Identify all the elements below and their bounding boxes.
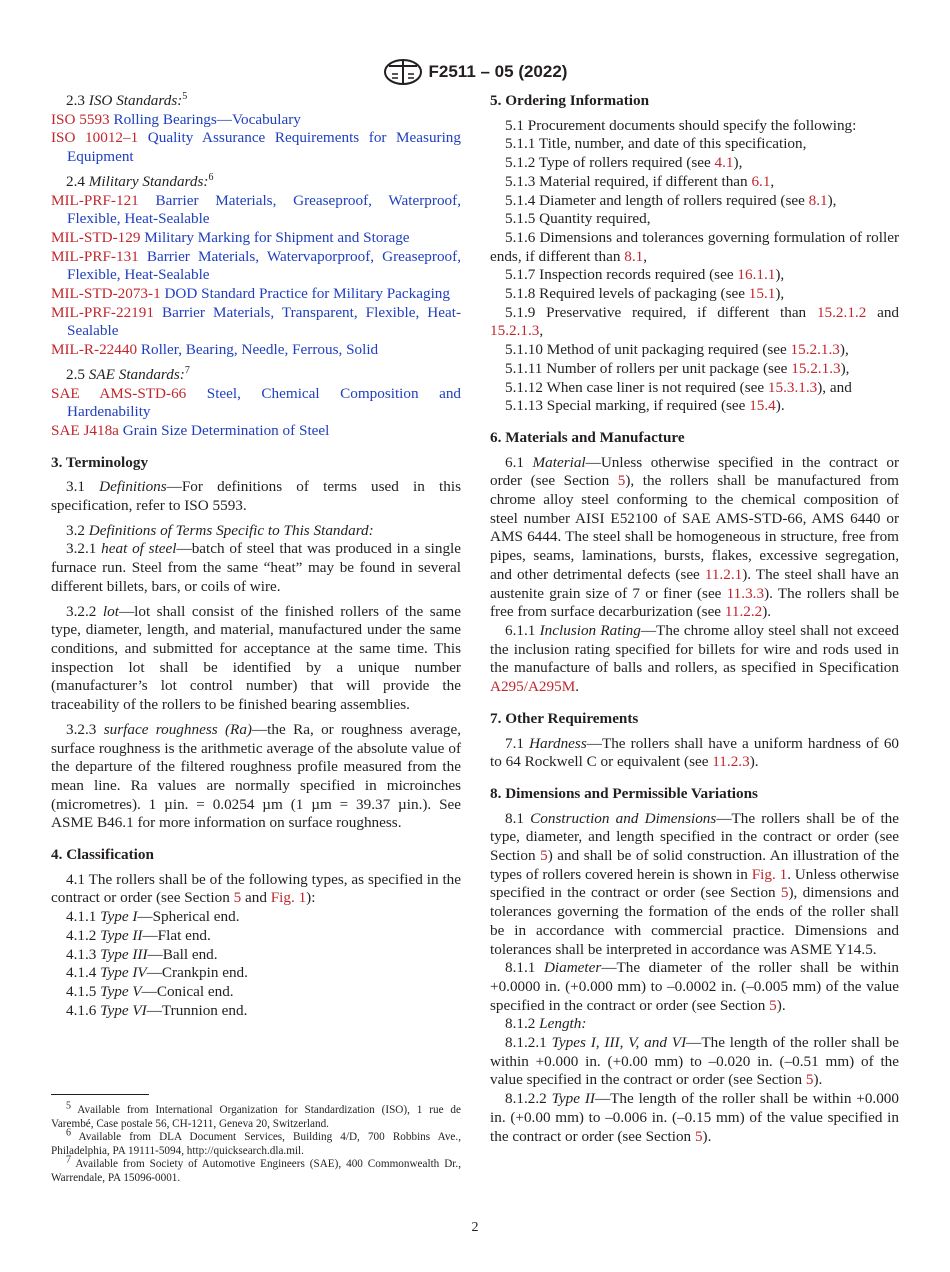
- list-item: 5.1.9 Preservative required, if different than 15.2.1.2 and 15.2.1.3,: [490, 303, 900, 340]
- xref-link[interactable]: 11.3.3: [726, 584, 765, 602]
- list-item: 5.1.4 Diameter and length of rollers required (see 8.1),: [505, 191, 837, 209]
- xref-link[interactable]: 15.2.1.3: [790, 341, 840, 359]
- xref-link[interactable]: 5: [540, 847, 548, 865]
- ref-mil-std-129[interactable]: MIL-STD-129 Military Marking for Shipment and Storage: [51, 228, 410, 246]
- list-item: 4.1.4 Type IV—Crankpin end.: [66, 964, 248, 982]
- xref-link[interactable]: 11.2.2: [724, 603, 763, 621]
- para-8-1: 8.1 Construction and Dimensions—The rollers shall be of the type, diameter, and length specified in the contract or order (see Section 5) and shall be of solid construction. An illustration of the types of rollers covered herein is shown in Fig. 1. Unless otherwise specified in the contract or order (see Section 5), dimensions and tolerances governing the formation of the ends of the roller shall be in accordance with commercial practice. Dimensions and tolerances shall be interpreted in accordance was ASME Y14.5.: [490, 809, 900, 958]
- xref-link[interactable]: 5: [617, 472, 626, 490]
- para-8-1-2: 8.1.2 Length:: [505, 1015, 587, 1033]
- xref-link[interactable]: 6.1: [751, 172, 771, 190]
- list-item: 5.1.5 Quantity required,: [505, 210, 651, 228]
- list-item: 5.1.11 Number of rollers per unit package (see 15.2.1.3),: [505, 359, 850, 377]
- section-8-title: 8. Dimensions and Permissible Variations: [490, 784, 758, 802]
- list-item: 5.1.10 Method of unit packaging required (see 15.2.1.3),: [505, 341, 849, 359]
- list-item: 4.1.3 Type III—Ball end.: [66, 945, 218, 963]
- xref-link[interactable]: 15.2.1.2: [816, 303, 867, 321]
- ref-mil-prf-22191[interactable]: MIL-PRF-22191 Barrier Materials, Transparent, Flexible, Heat-Sealable: [51, 303, 461, 340]
- sae-standards-heading: 2.5 SAE Standards:$^7$: [66, 364, 190, 383]
- list-item: 5.1.3 Material required, if different than 6.1,: [505, 172, 775, 190]
- para-6-1-1: 6.1.1 Inclusion Rating—The chrome alloy steel shall not exceed the inclusion rating specified for billets for wire and rods used in the manufacture of balls and rollers, as specified in Specification A295/A295M.: [490, 621, 899, 696]
- xref-link[interactable]: 8.1: [808, 191, 828, 209]
- ref-mil-prf-131[interactable]: MIL-PRF-131 Barrier Materials, Watervaporproof, Greaseproof, Flexible, Heat-Sealable: [51, 247, 461, 284]
- xref-link[interactable]: 11.2.3: [712, 753, 750, 771]
- page-header: [0, 58, 950, 86]
- military-standards-heading: 2.4 Military Standards:$^6$: [66, 171, 214, 190]
- footnote-divider: [51, 1094, 149, 1095]
- footnotes: [51, 1100, 461, 1185]
- section-3-title: 3. Terminology: [51, 453, 149, 471]
- para-3-2-2: 3.2.2 lot—lot shall consist of the finished rollers of the same type, diameter, length, and material, manufactured under the same conditions, and submitted for acceptance at the same time. This inspection lot shall be identified by a unique number (manufacturer’s lot control number) that will provide the traceability of the rollers to be finished bearing assemblies.: [51, 602, 461, 714]
- xref-link[interactable]: 5: [780, 884, 789, 902]
- xref-link[interactable]: Fig. 1: [751, 865, 788, 883]
- para-3-2-3: 3.2.3 surface roughness (Ra)—the Ra, or roughness average, surface roughness is the arithmetic average of the absolute value of the departure of the filtered roughness profile measured from the mean line. Ra values are normally specified in microinches (micrometres). 1 µin. = 0.0254 µm (1 µm = 39.37 µin.). See ASME B46.1 for more information on surface roughness.: [51, 720, 462, 832]
- para-8-1-1: 8.1.1 Diameter—The diameter of the roller shall be within +0.0000 in. (+0.000 mm) to –0.0002 in. (–0.005 mm) of the value specified in the contract or order (see Section 5).: [490, 959, 900, 1014]
- list-item: 4.1.6 Type VI—Trunnion end.: [66, 1001, 248, 1019]
- para-6-1: 6.1 Material—Unless otherwise specified in the contract or order (see Section 5), the rollers shall be manufactured from chrome alloy steel conforming to the chemical composition of steel number AISI E52100 of SAE AMS-STD-66, AMS 6440 or AMS 6444. The steel shall be homogeneous in structure, free from pipes, seams, laminations, bursts, flakes, excessive segregation, and other detrimental defects (see 11.2.1). The steel shall have an austenite grain size of 7 or finer (see 11.3.3). The rollers shall be free from surface decarburization (see 11.2.2).: [490, 453, 900, 621]
- xref-link[interactable]: 5: [694, 1127, 703, 1145]
- fig-1-link[interactable]: Fig. 1: [270, 889, 307, 907]
- xref-link[interactable]: 16.1.1: [737, 266, 776, 284]
- footnote-5: $^5$ Available from International Organization for Standardization (ISO), 1 rue de Varembé, Case postale 56, CH-1211, Geneva 20, Switzerland.: [51, 1100, 461, 1130]
- iso-standards-heading: 2.3 ISO Standards:$^5$: [66, 90, 188, 109]
- section-5-link[interactable]: 5: [233, 889, 242, 907]
- list-item: 5.1.7 Inspection records required (see 16.1.1),: [505, 266, 785, 284]
- list-item: 5.1.13 Special marking, if required (see 15.4).: [505, 397, 785, 415]
- ref-mil-r-22440[interactable]: MIL-R-22440 Roller, Bearing, Needle, Ferrous, Solid: [51, 341, 379, 359]
- xref-link[interactable]: 15.1: [748, 285, 776, 303]
- ref-mil-std-2073-1[interactable]: MIL-STD-2073-1 DOD Standard Practice for Military Packaging: [51, 285, 450, 303]
- footnote-7: $^7$ Available from Society of Automotive Engineers (SAE), 400 Commonwealth Dr., Warrendale, PA 15096-0001.: [51, 1154, 461, 1184]
- para-3-2-1: 3.2.1 heat of steel—batch of steel that was produced in a single furnace run. Steel from the same “heat” may be found in several different billets, bars, or coils of wire.: [51, 540, 462, 595]
- xref-link[interactable]: 5: [769, 996, 777, 1014]
- section-7-title: 7. Other Requirements: [490, 709, 639, 727]
- list-item: 5.1.1 Title, number, and date of this specification,: [505, 135, 807, 153]
- para-3-1: 3.1 Definitions—For definitions of terms used in this specification, refer to ISO 5593.: [51, 478, 461, 515]
- para-3-2: 3.2 Definitions of Terms Specific to This Standard:: [66, 521, 374, 539]
- para-5-1: 5.1 Procurement documents should specify the following:: [505, 116, 857, 134]
- astm-logo-icon: [383, 58, 423, 86]
- list-item: 4.1.2 Type II—Flat end.: [66, 926, 211, 944]
- ref-sae-j418a[interactable]: SAE J418a Grain Size Determination of Steel: [51, 421, 330, 439]
- ref-sae-ams-std-66[interactable]: SAE AMS-STD-66 Steel, Chemical Composition and Hardenability: [51, 384, 462, 421]
- xref-link[interactable]: 11.2.1: [704, 565, 743, 583]
- list-item: 5.1.2 Type of rollers required (see 4.1),: [505, 154, 743, 172]
- page-number: 2: [471, 1220, 479, 1235]
- document-designation: F2511 – 05 (2022): [428, 62, 568, 81]
- xref-link[interactable]: 15.2.1.3: [490, 322, 540, 340]
- list-item: 4.1.1 Type I—Spherical end.: [66, 908, 240, 926]
- ref-iso-10012[interactable]: ISO 10012–1 Quality Assurance Requirements for Measuring Equipment: [51, 129, 461, 166]
- right-column: [490, 92, 899, 1146]
- xref-link[interactable]: 15.3.1.3: [767, 378, 818, 396]
- section-6-title: 6. Materials and Manufacture: [490, 428, 685, 446]
- ordering-list: [490, 117, 899, 416]
- list-item: 4.1.5 Type V—Conical end.: [66, 982, 234, 1000]
- para-8-1-2-1: 8.1.2.1 Types I, III, V, and VI—The length of the roller shall be within +0.000 in. (+0.00 mm) to –0.020 in. (–0.51 mm) of the value specified in the contract or order (see Section 5).: [490, 1034, 900, 1089]
- xref-link[interactable]: 15.4: [749, 397, 776, 415]
- section-4-title: 4. Classification: [51, 846, 154, 864]
- list-item: 5.1.8 Required levels of packaging (see 15.1),: [505, 285, 785, 303]
- roller-types-list: [51, 908, 461, 1020]
- list-item: 5.1.6 Dimensions and tolerances governing formulation of roller ends, if different than 8.1,: [490, 228, 899, 265]
- left-column: [51, 92, 461, 1020]
- para-8-1-2-2: 8.1.2.2 Type II—The length of the roller shall be within +0.000 in. (+0.00 mm) to –0.006 in. (–0.15 mm) of the value specified in the contract or order (see Section 5).: [490, 1090, 899, 1145]
- xref-link[interactable]: 15.2.1.3: [791, 359, 841, 377]
- list-item: 5.1.12 When case liner is not required (see 15.3.1.3), and: [505, 378, 852, 396]
- para-7-1: 7.1 Hardness—The rollers shall have a uniform hardness of 60 to 64 Rockwell C or equivalent (see 11.2.3).: [490, 734, 900, 771]
- xref-link[interactable]: 5: [805, 1071, 814, 1089]
- xref-link[interactable]: 8.1: [624, 247, 644, 265]
- para-4-1: 4.1 The rollers shall be of the following types, as specified in the contract or order (see Section 5 and Fig. 1):: [51, 870, 461, 907]
- ref-iso-5593[interactable]: ISO 5593 Rolling Bearings—Vocabulary: [51, 110, 301, 128]
- ref-mil-prf-121[interactable]: MIL-PRF-121 Barrier Materials, Greaseproof, Waterproof, Flexible, Heat-Sealable: [51, 191, 461, 228]
- xref-link[interactable]: A295/A295M: [490, 678, 576, 696]
- section-5-title: 5. Ordering Information: [490, 92, 650, 109]
- footnote-6: $^6$ Available from DLA Document Services, Building 4/D, 700 Robbins Ave., Philadelphia, PA 19111-5094, http://quicksearch.dla.mil.: [51, 1127, 461, 1157]
- xref-link[interactable]: 4.1: [714, 154, 734, 172]
